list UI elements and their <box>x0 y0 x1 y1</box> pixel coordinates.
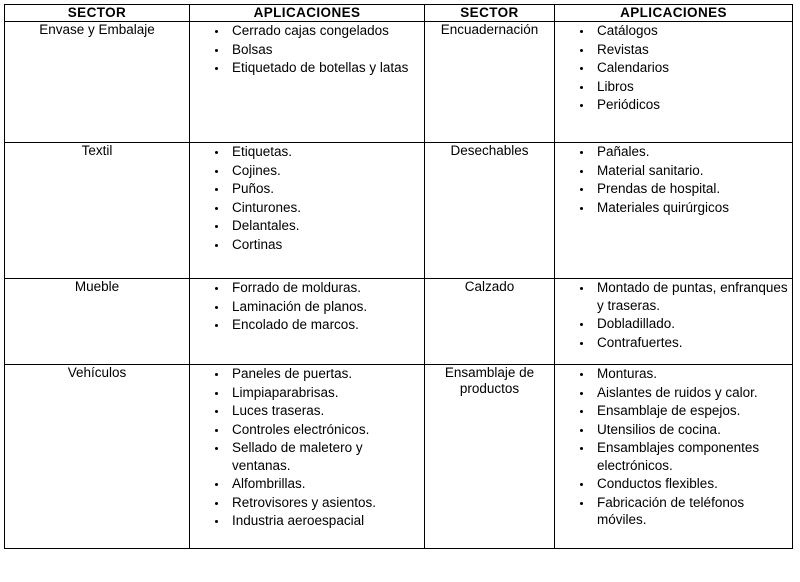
applications-list <box>555 365 792 529</box>
sector-cell: Ensamblaje de productos <box>425 365 555 549</box>
column-header-sector-right: SECTOR <box>425 5 555 22</box>
list-item: • Etiquetas. <box>228 143 424 161</box>
list-item: • Cinturones. <box>228 199 424 217</box>
list-item: • Encolado de marcos. <box>228 316 424 334</box>
list-item: • Alfombrillas. <box>228 475 424 493</box>
list-item: • Cortinas <box>228 236 424 254</box>
table-row <box>5 143 793 279</box>
applications-list <box>555 143 792 216</box>
list-item: • Bolsas <box>228 41 424 59</box>
applications-cell <box>190 365 425 549</box>
list-item: • Cerrado cajas congelados <box>228 22 424 40</box>
list-item: • Industria aeroespacial <box>228 512 424 530</box>
table-header-row <box>5 5 793 22</box>
table-row <box>5 279 793 365</box>
list-item: • Prendas de hospital. <box>593 180 792 198</box>
list-item: • Dobladillado. <box>593 315 792 333</box>
list-item: • Catálogos <box>593 22 792 40</box>
applications-list <box>190 22 424 77</box>
list-item: • Delantales. <box>228 217 424 235</box>
list-item: • Montado de puntas, enfranques y traseras. <box>593 279 792 314</box>
applications-list <box>555 22 792 114</box>
applications-cell <box>190 279 425 365</box>
applications-cell <box>555 279 793 365</box>
document-page <box>0 4 800 582</box>
list-item: • Materiales quirúrgicos <box>593 199 792 217</box>
column-header-aplicaciones-left: APLICACIONES <box>190 5 425 22</box>
list-item: • Limpiaparabrisas. <box>228 384 424 402</box>
list-item: • Calendarios <box>593 59 792 77</box>
applications-cell <box>555 22 793 143</box>
list-item: • Revistas <box>593 41 792 59</box>
list-item: • Puños. <box>228 180 424 198</box>
list-item: • Conductos flexibles. <box>593 475 792 493</box>
list-item: • Luces traseras. <box>228 402 424 420</box>
list-item: • Cojines. <box>228 162 424 180</box>
list-item: • Utensilios de cocina. <box>593 421 792 439</box>
applications-cell <box>190 22 425 143</box>
applications-list <box>190 143 424 253</box>
list-item: • Laminación de planos. <box>228 298 424 316</box>
list-item: • Libros <box>593 78 792 96</box>
applications-list <box>190 279 424 334</box>
list-item: • Monturas. <box>593 365 792 383</box>
applications-cell <box>555 365 793 549</box>
list-item: • Aislantes de ruidos y calor. <box>593 384 792 402</box>
table-row <box>5 365 793 549</box>
sector-cell: Textil <box>5 143 190 279</box>
applications-cell <box>190 143 425 279</box>
list-item: • Forrado de molduras. <box>228 279 424 297</box>
list-item: • Paneles de puertas. <box>228 365 424 383</box>
applications-cell <box>555 143 793 279</box>
table-row <box>5 22 793 143</box>
applications-list <box>190 365 424 530</box>
sector-cell: Encuadernación <box>425 22 555 143</box>
sector-cell: Vehículos <box>5 365 190 549</box>
list-item: • Controles electrónicos. <box>228 421 424 439</box>
sector-cell: Desechables <box>425 143 555 279</box>
sector-cell: Calzado <box>425 279 555 365</box>
sector-cell: Envase y Embalaje <box>5 22 190 143</box>
list-item: • Retrovisores y asientos. <box>228 494 424 512</box>
sectors-applications-table <box>4 4 793 549</box>
list-item: • Periódicos <box>593 96 792 114</box>
list-item: • Material sanitario. <box>593 162 792 180</box>
column-header-aplicaciones-right: APLICACIONES <box>555 5 793 22</box>
sector-cell: Mueble <box>5 279 190 365</box>
list-item: • Contrafuertes. <box>593 334 792 352</box>
list-item: • Ensamblajes componentes electrónicos. <box>593 439 792 474</box>
list-item: • Sellado de maletero y ventanas. <box>228 439 424 474</box>
list-item: • Pañales. <box>593 143 792 161</box>
list-item: • Ensamblaje de espejos. <box>593 402 792 420</box>
applications-list <box>555 279 792 351</box>
list-item: • Fabricación de teléfonos móviles. <box>593 494 792 529</box>
list-item: • Etiquetado de botellas y latas <box>228 59 424 77</box>
column-header-sector-left: SECTOR <box>5 5 190 22</box>
